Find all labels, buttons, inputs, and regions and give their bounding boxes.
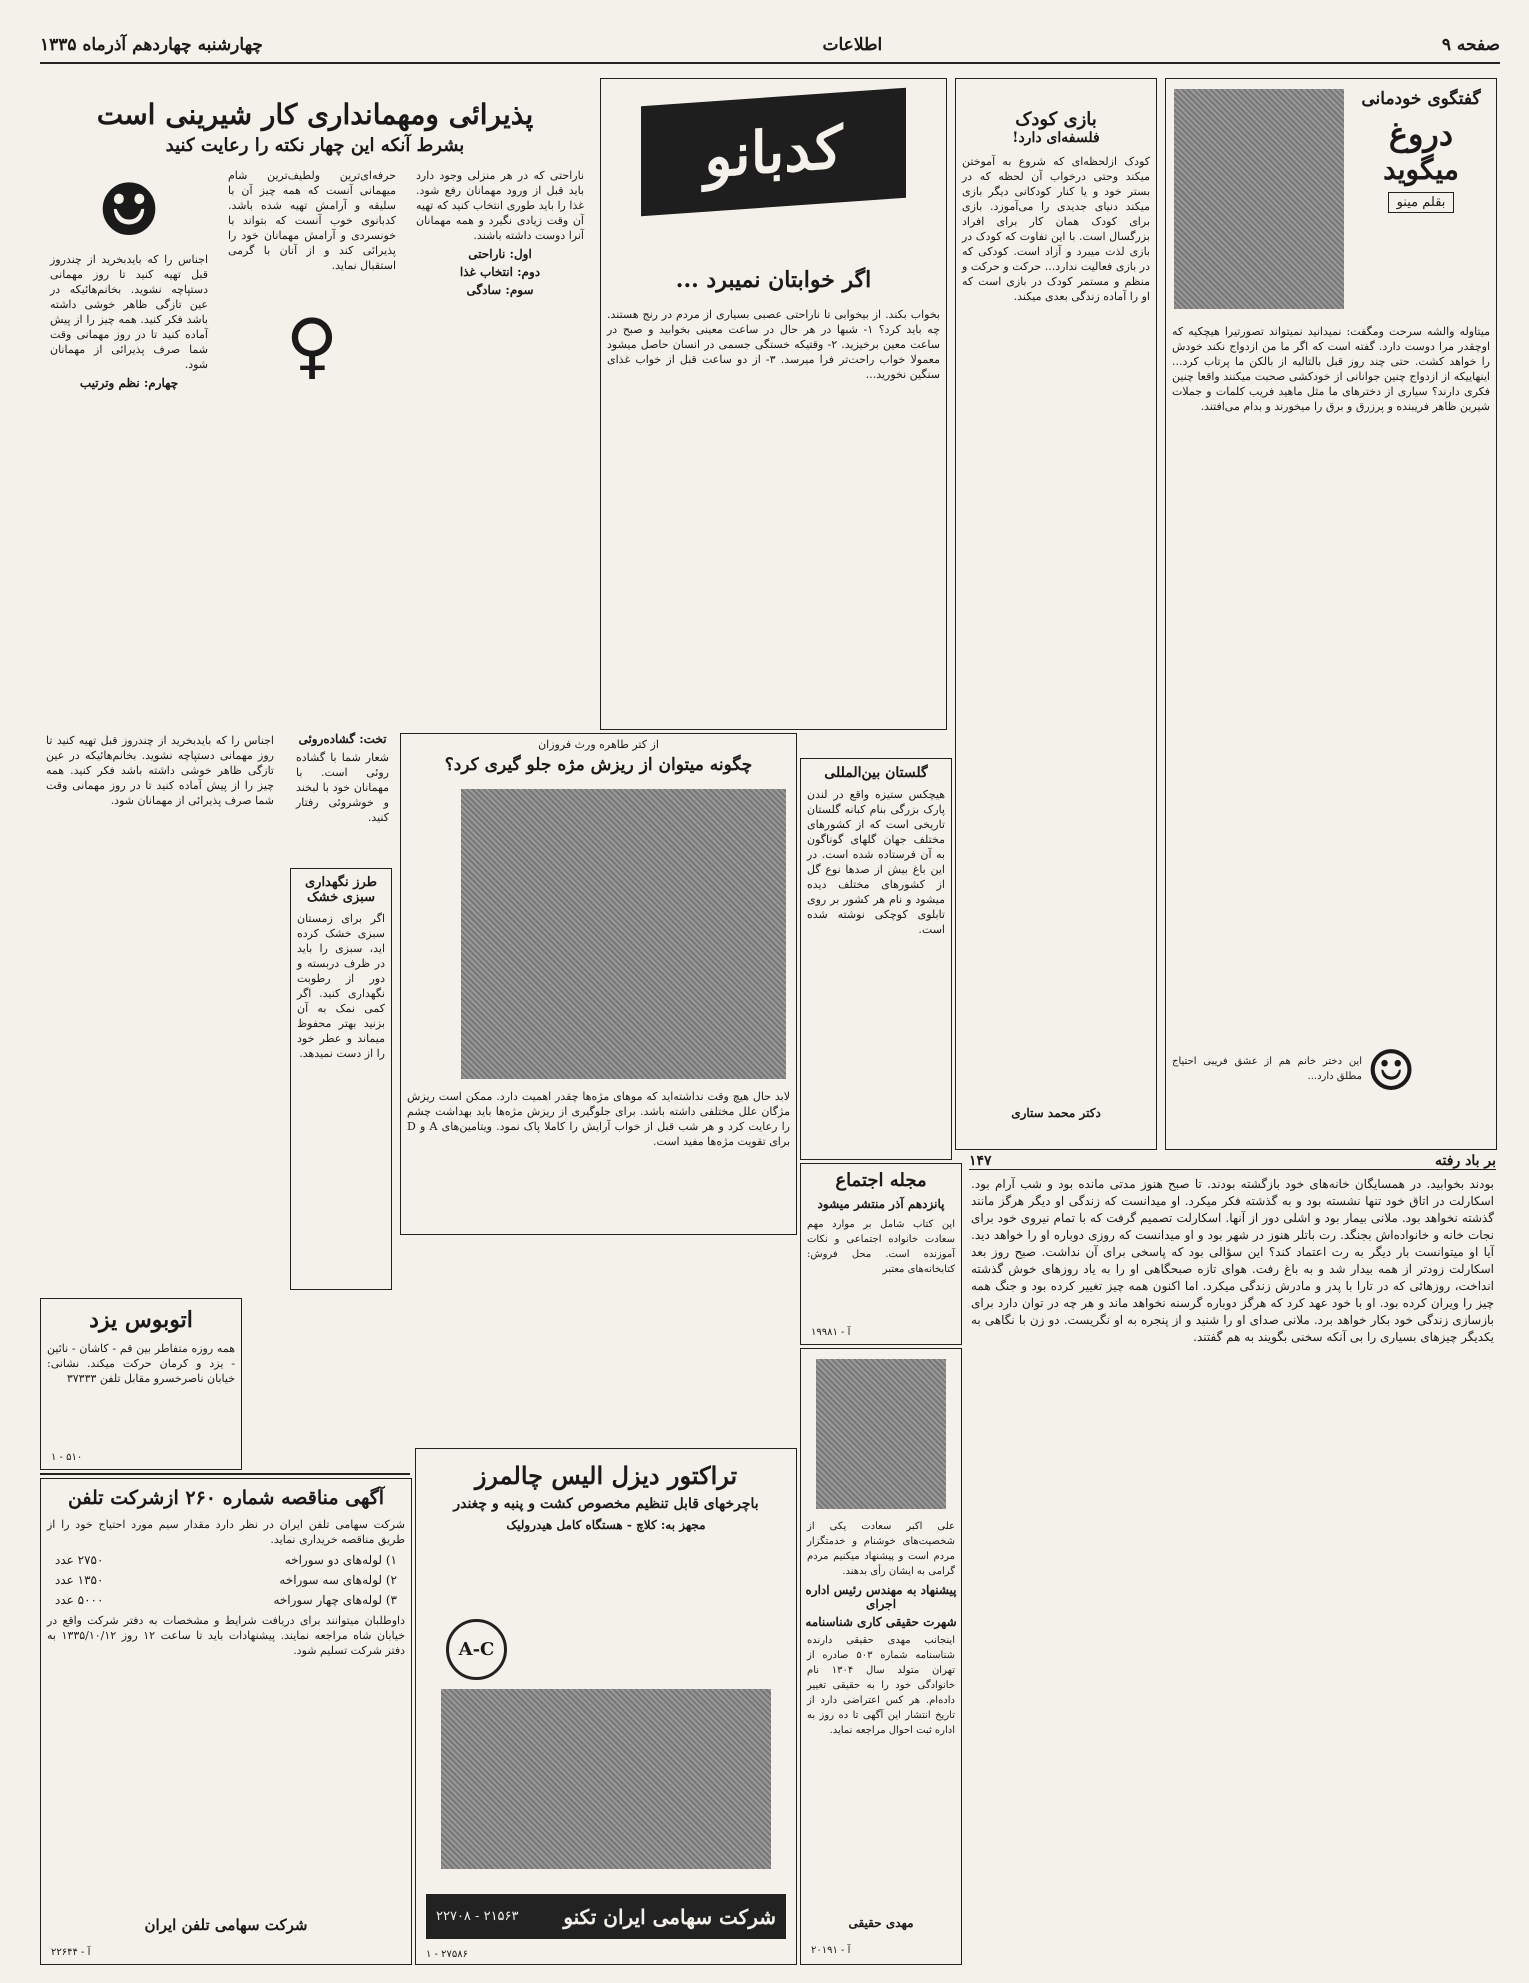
article-kids-body: کودک ازلحظه‌ای که شروع به آموختن میکند وحتی درخواب آن لحظه که در بستر خود و یا کنار کودکانی دیگر بازی میکند دنیای جدیدی را می‌آموزد. بازی برای کودک همان کار برای افراد بزرگسال است. با این تفاوت که کودک در بازی لذت میبرد و آزاد است. کودکی که در بازی فعالیت ندارد... حرکت و حرکت و منظم و مستمر کودک در بازی است که او را آماده زندگی بعدی میکند. <box>962 155 1150 303</box>
candidate-ad-code: آ - ۲۰۱۹۱ <box>811 1945 851 1956</box>
article-kids-title: بازی کودک <box>1015 109 1097 130</box>
vegetables-body: اگر برای زمستان سبزی خشک کرده اید، سبزی را باید در ظرف دربسته و دور از رطوبت نگهداری کنید. اگر کمی نمک به آن بزنید بهتر محفوظ میماند و عطر خود را از دست نمیدهد. <box>297 912 385 1060</box>
man-portrait-photo <box>816 1359 946 1509</box>
serial-label: بر باد رفته <box>1435 1153 1496 1169</box>
tractor-company-box <box>426 1894 786 1939</box>
woman-eyelash-photo <box>461 789 786 1079</box>
telephone-item-row-3 <box>55 1593 397 1607</box>
society-subtitle: پانزدهم آذر منتشر میشود <box>817 1197 945 1211</box>
telephone-company: شرکت سهامی تلفن ایران <box>144 1916 308 1934</box>
kadbanoo-article-body: بخواب بکند. از بیخوابی تا ناراحتی عصبی بسیاری از مردم در رنج هستند. چه باید کرد؟ ۱- شبها در هر حال در ساعت معینی بخوابید و صبح در ساعت معین برخیزید. ۲- وقتیکه خستگی جسمی در انسان حاصل میشود معمولا خواب راحت‌تر فرا میرسد. ۳- از دو ساعت قبل از خواب غذای سنگین نخورید... <box>607 308 940 381</box>
telephone-qty-2: ۱۳۵۰ عدد <box>55 1573 104 1587</box>
reception-point-1: اول: ناراحتی <box>468 247 532 261</box>
table-art-body: شعار شما با گشاده روئی است. با مهمانان خود با لبخند و خوشروئی رفتار کنید. <box>296 751 389 824</box>
telephone-qty-1: ۲۷۵۰ عدد <box>55 1553 104 1567</box>
bus-ad-title: اتوبوس یزد <box>89 1307 193 1333</box>
tractor-company: شرکت سهامی ایران تکنو <box>563 1904 776 1929</box>
candidate-body: علی اکبر سعادت یکی از شخصیت‌های خوشنام و خدمتگزار مردم است و پیشنهاد میکنیم مردم گرامی به ایشان رأی بدهند. <box>807 1521 955 1577</box>
telephone-ad-intro: شرکت سهامی تلفن ایران در نظر دارد مقدار سیم مورد احتیاج خود را از طریق مناقصه خریداری نماید. <box>47 1518 405 1546</box>
society-body: این کتاب شامل بر موارد مهم سعادت خانواده اجتماعی و نکات آموزنده است. محل فروش: کتابخانه‌های معتبر <box>807 1219 955 1275</box>
reception-body-right: ناراحتی که در هر منزلی وجود دارد باید قبل از ورود مهمانان رفع شود. غذا را باید طوری انتخاب کنید که تهیه آن وقت زیادی نگیرد و همه مهمانان آنرا دوست داشته باشند. <box>416 169 584 242</box>
candidate-name: مهدی حقیقی <box>848 1916 914 1930</box>
reception-continued: اجناس را که بایدبخرید از چندروز قبل تهیه کنید تا روز مهمانی دستپاچه نشوید. بخانم‌هائیکه در عین تازگی ظاهر خوشی داشته باشد فکر کنید. همه چیز را از پیش آماده کنید تا در روز مهمانی وقت شما صرف پذیرائی از مهمانان شود. <box>46 734 274 807</box>
reception-point-2: دوم: انتخاب غذا <box>459 265 541 279</box>
garden-body: هیچکس ستیزه واقع در لندن پارک بزرگی بنام کبانه گلستان تاریخی است که از کشورهای مختلف جهان گلهای گوناگون به آن فرستاده شده است. در این باغ بیش از صدها نوع گل از کشورهای مختلف دیده میشود و نام هر کشور بر روی تابلوی کوچکی نوشته شده است. <box>807 788 945 936</box>
cupid-illustration: ☺ <box>1366 1039 1417 1104</box>
article-lie-body: میتاوله والشه سرحت ومگفت: نمیدانید نمیتواند تصورتیرا هیچکیه که اوچقدر مرا دوست دارد. گفته است که اگر ما من ازدواج نکند خودش را خواهد کشت. حتی چند روز قبل بالتالیه از بالکن ما پرتاب کرد... اینهاییکه از ازدواج چنین جوانانی از خودکشی صحبت میکنند واقعا چنین فکری دارند؟ سیاری از دختر‌های ما مثل ماهید فریب کلمات و جملات شیرین ظاهر فریبنده و پرزرق و برق را میخورند و بدام می‌افتند. <box>1172 325 1490 413</box>
eyelash-title: چگونه میتوان از ریزش مژه جلو گیری کرد؟ <box>444 755 753 775</box>
column-divider <box>40 1473 410 1475</box>
reception-col-mid <box>222 168 402 688</box>
society-ad <box>800 1163 962 1345</box>
reception-subtitle: بشرط آنکه این چهار نکته را رعایت کنید <box>165 135 465 156</box>
tractor-title: تراکتور دیزل الیس چالمرز <box>474 1461 738 1490</box>
reception-title: پذیرائی ومهمانداری کار شیرینی است <box>96 98 534 131</box>
serial-story <box>965 1153 1500 1963</box>
bus-ad <box>40 1298 242 1470</box>
telephone-item-3: ۳) لوله‌های چهار سوراخه <box>273 1593 397 1607</box>
issue-date: چهارشنبه چهاردهم آذرماه ۱۳۳۵ <box>40 35 263 55</box>
eyelash-body: لابد حال هیچ وقت نداشته‌اید که موهای مژه‌ها چقدر اهمیت دارد. ممکن است ریزش مژگان علل مختلفی داشته باشد. برای جلوگیری از ریزش مژه‌ها باید بهداشت چشم را رعایت کرد و هر شب قبل از خواب آرایش را کاملا پاک نمود. ویتامین‌های A و D برای تقویت مژه‌ها مفید است. <box>407 1090 790 1148</box>
tractor-subtitle: باچرخهای قابل تنظیم مخصوص کشت و پنبه و چغندر <box>453 1496 759 1512</box>
tractor-photo <box>441 1689 771 1869</box>
candidate-title-1: پیشنهاد به مهندس رئیس اداره اجرای <box>805 1583 957 1611</box>
kadbanoo-banner <box>641 88 906 217</box>
reception-point-3: سوم: سادگی <box>466 283 534 297</box>
candidate-ad <box>800 1348 962 1965</box>
reception-body-mid: حرفه‌ای‌ترین ولطیف‌ترین شام میهمانی آنست که همه چیز آن با سلیقه و آرامش تهیه شده باشد. کدبانوی خوب آنست که بتواند با خونسردی و آرامش مهمانان خود را پذیرائی کند و از آنان با گرمی استقبال نماید. <box>228 169 396 272</box>
ac-logo: A-C <box>446 1619 507 1680</box>
telephone-item-2: ۲) لوله‌های سه سوراخه <box>279 1573 397 1587</box>
kadbanoo-banner-text: کدبانو <box>704 113 843 191</box>
tractor-phones: ۲۱۵۶۳ - ۲۲۷۰۸ <box>436 1909 519 1924</box>
table-art-article <box>290 728 395 858</box>
reception-col-left <box>44 168 214 688</box>
telephone-ad <box>40 1478 412 1965</box>
kadbanoo-article-title: اگر خوابتان نمیبرد ... <box>675 267 872 293</box>
reception-body-left: اجناس را که بایدبخرید از چندروز قبل تهیه کنید تا روز مهمانی دستپاچه نشوید. بخانم‌هائیکه در عین تازگی ظاهر خوشی داشته باشد فکر کنید. همه چیز را از پیش آماده کنید تا در روز مهمانی وقت شما صرف پذیرائی از مهمانان شود. <box>50 253 208 371</box>
table-art-title: تخت: گشاده‌روئی <box>298 732 387 746</box>
vegetables-article <box>290 868 392 1290</box>
article-lie-caption: این دختر خانم هم از عشق فریبی احتیاج مطلق دارد... <box>1172 1056 1362 1082</box>
telephone-qty-3: ۵۰۰۰ عدد <box>55 1593 104 1607</box>
page-number: صفحه ۹ <box>1441 35 1500 55</box>
society-ad-code: آ - ۱۹۹۸۱ <box>811 1327 851 1338</box>
article-kids <box>955 78 1157 1150</box>
garden-article <box>800 758 952 1160</box>
bus-ad-code: ۵۱۰ - ۱ <box>51 1452 83 1463</box>
telephone-item-row-1 <box>55 1553 397 1567</box>
telephone-ad-body: داوطلبان میتوانند برای دریافت شرایط و مشخصات به دفتر شرکت واقع در خیابان شاه مراجعه نمایند. پیشنهادات باید تا ساعت ۱۲ روز ۱۳۳۵/۱۰/۱۲ به دفتر شرکت تسلیم شود. <box>47 1614 405 1657</box>
left-text-column <box>40 733 280 1293</box>
article-lie-title-2: میگوید <box>1383 153 1459 186</box>
article-lie-title-1: دروغ <box>1388 115 1454 153</box>
reception-col-right <box>410 168 590 688</box>
article-kids-subtitle: فلسفه‌ای دارد! <box>1012 130 1100 146</box>
kadbanoo-section <box>600 78 947 730</box>
tractor-ad <box>415 1448 797 1965</box>
article-lie-kicker: گفتگوی خودمانی <box>1361 89 1481 109</box>
reception-point-4: چهارم: نظم وترتیب <box>79 376 179 390</box>
serial-number: ۱۴۷ <box>969 1153 992 1169</box>
reception-article <box>40 78 590 728</box>
telephone-item-1: ۱) لوله‌های دو سوراخه <box>284 1553 397 1567</box>
garden-title: گلستان بین‌المللی <box>824 765 928 781</box>
candidate-title-2: شهرت حقیقی کاری شناسنامه <box>805 1615 957 1629</box>
candidate-body-2: اینجانب مهدی حقیقی دارنده شناسنامه شماره ۵۰۳ صادره از تهران متولد سال ۱۳۰۴ نام خانوادگی خود را به حقیقی تغییر داده‌ام. هر کس اعتراضی دارد از تاریخ انتشار این آگهی تا ده روز به اداره ثبت احوال مراجعه نماید. <box>807 1635 955 1736</box>
newspaper-page <box>40 28 1500 1963</box>
telephone-item-row-2 <box>55 1573 397 1587</box>
telephone-ad-code: آ - ۲۲۶۴۴ <box>51 1947 91 1958</box>
article-kids-author: دکتر محمد ستاری <box>1011 1106 1101 1120</box>
paper-name: اطلاعات <box>822 35 883 55</box>
article-lie <box>1165 78 1497 1150</box>
telephone-ad-title: آگهی مناقصه شماره ۲۶۰ ازشرکت تلفن <box>67 1487 385 1509</box>
vegetables-title: طرز نگهداری سبزی خشک <box>304 875 377 905</box>
society-title: مجله اجتماع <box>835 1170 927 1191</box>
tractor-ad-code: ۲۷۵۸۶ - ۱ <box>426 1949 468 1960</box>
woman-portrait-photo <box>1174 89 1344 309</box>
waitress-illustration: ♀ <box>285 303 339 387</box>
page-header <box>40 28 1500 64</box>
shopping-woman-illustration: ☻ <box>96 168 162 252</box>
bus-ad-body: همه روزه متفاطر بین قم - کاشان - نائین - یزد و کرمان حرکت میکند. نشانی: خیابان ناصرخسرو مقابل تلفن ۳۷۳۳۳ <box>47 1342 235 1385</box>
article-lie-byline: بقلم مینو <box>1388 192 1455 213</box>
eyelash-kicker: از کتر طاهره ورث فروزان <box>538 738 659 751</box>
tractor-feature: مجهز به: کلاچ - هستگاه کامل هیدرولیک <box>506 1518 706 1532</box>
serial-body: بودند بخوابید. در همسایگان خانه‌های خود بازگشته بودند. تا صبح هنوز مدتی مانده بود و شب آرام بود. اسکارلت در اتاق خود تنها نشسته بود و به گذشته فکر میکرد. او میدانست که زندگی او دیگر هرگز مانند گذشته نخواهد بود. ملانی بیمار بود و اشلی دور از آنها. اسکارلت تصمیم گرفت که با تمام نیروی خود برای نجات خانه و خانواده‌اش بجنگد. رت باتلر هنوز در شهر بود و او میدانست که روزی دوباره او را خواهد دید. آیا او میتوانست بار دیگر به رت اعتماد کند؟ این سؤالی بود که پاسخی برای آن نداشت. صبح روز بعد اسکارلت زودتر از همه بیدار شد و به باغ رفت. هوای تازه صبحگاهی او را به یاد روزهای خوش گذشته انداخت، روزهائی که در تارا با پدر و مادرش زندگی میکرد. اما اکنون همه چیز تغییر کرده بود و جنگ همه چیز را ویران کرده بود. او با خود عهد کرد که هرگز دوباره گرسنه نخواهد ماند و هر چه در توان دارد برای بازسازی زندگی خود بکار خواهد برد. ملانی صدای او را شنید و از پنجره به او نگریست. دو زن با نگاهی به یکدیگر چیزهای بسیاری را بی آنکه سخنی بگویند به هم گفتند. <box>971 1177 1494 1344</box>
eyelash-article <box>400 733 797 1235</box>
